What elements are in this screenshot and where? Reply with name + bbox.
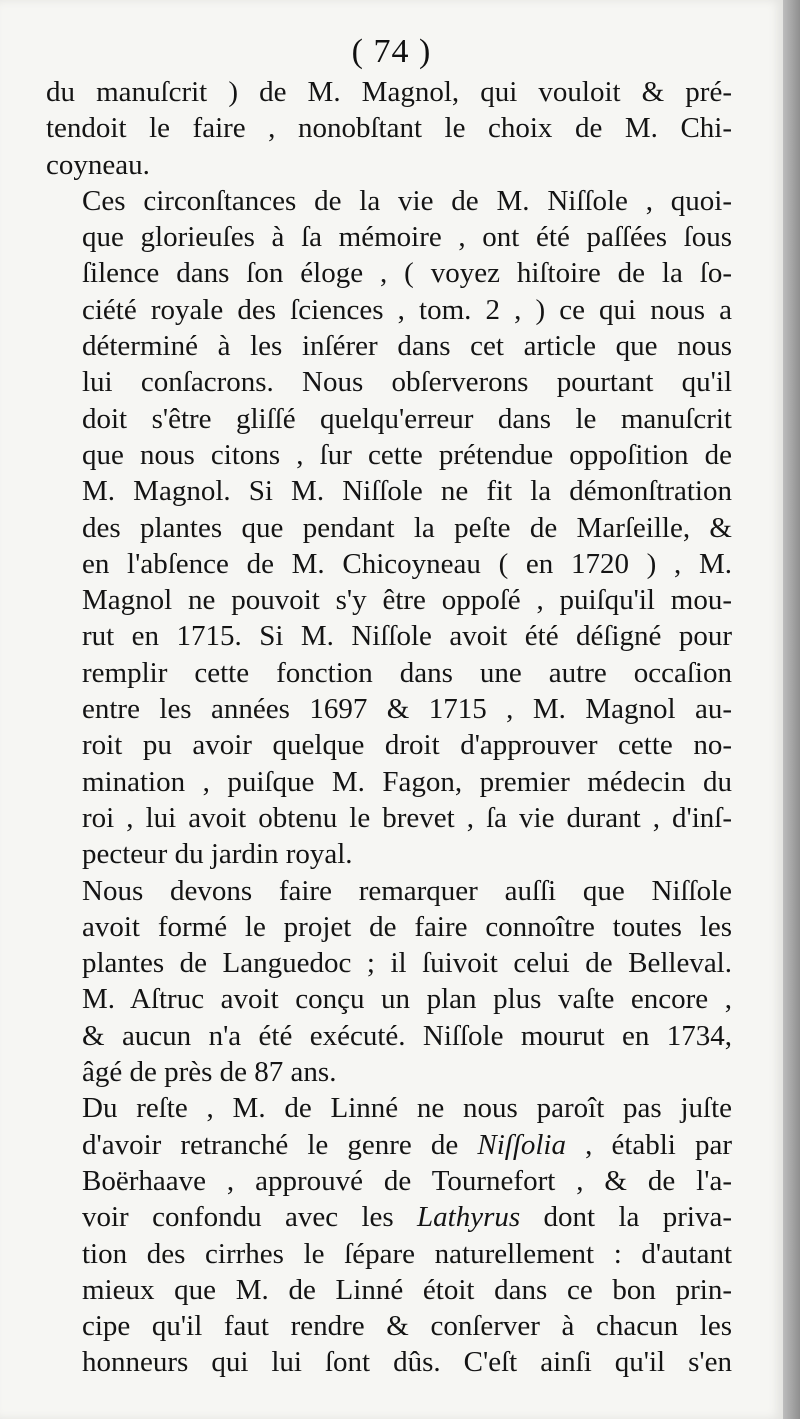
genus-name: Lathyrus: [417, 1201, 521, 1234]
genus-name: Niſſolia: [477, 1128, 566, 1161]
text-line: doit s'être gliſſé quelqu'erreur dans le manuſcrit: [82, 402, 732, 435]
paragraph-1: [46, 74, 732, 183]
text-line: pecteur du jardin royal.: [82, 838, 353, 871]
text-line: mination , puiſque M. Fagon, premier médecin du: [82, 765, 732, 798]
text-line: entre les années 1697 & 1715 , M. Magnol au-: [82, 693, 732, 726]
text-line: ſilence dans ſon éloge , ( voyez hiſtoire de la ſo-: [82, 257, 732, 290]
page-edge-shadow: [783, 0, 800, 1419]
text-line: voir confondu avec les Lathyrus dont la priva-: [82, 1201, 732, 1234]
text-line: âgé de près de 87 ans.: [82, 1056, 337, 1089]
text-line: M. Aſtruc avoit conçu un plan plus vaſte encore ,: [82, 983, 732, 1016]
page-body: [46, 74, 732, 1381]
text-line: Du reſte , M. de Linné ne nous paroît pas juſte: [82, 1092, 732, 1125]
text-line: que nous citons , ſur cette prétendue oppoſition de: [82, 438, 732, 471]
paragraph-2: [46, 183, 732, 873]
text-line: avoit formé le projet de faire connoître toutes les: [82, 910, 732, 943]
text-line: cipe qu'il faut rendre & conſerver à chacun les: [82, 1310, 732, 1343]
text-line: que glorieuſes à ſa mémoire , ont été paſſées ſous: [82, 221, 732, 254]
text-line: & aucun n'a été exécuté. Niſſole mourut en 1734,: [82, 1019, 732, 1052]
text-line: remplir cette fonction dans une autre occaſion: [82, 656, 732, 689]
text-line: plantes de Languedoc ; il ſuivoit celui de Belleval.: [82, 947, 732, 980]
text-line: des plantes que pendant la peſte de Marſeille, &: [82, 511, 732, 544]
text-line: coyneau.: [46, 148, 150, 181]
text-line: Ces circonſtances de la vie de M. Niſſole , quoi-: [82, 184, 732, 217]
text-line: du manuſcrit ) de M. Magnol, qui vouloit & pré-: [46, 76, 732, 108]
text-line: Magnol ne pouvoit s'y être oppoſé , puiſqu'il mou-: [82, 584, 732, 617]
text-line: d'avoir retranché le genre de Niſſolia , établi par: [82, 1128, 732, 1161]
text-line: roi , lui avoit obtenu le brevet , ſa vie durant , d'inſ-: [82, 801, 732, 834]
text-line: ciété royale des ſciences , tom. 2 , ) ce qui nous a: [82, 293, 732, 326]
page-number: ( 74 ): [351, 33, 432, 70]
paragraph-4: [46, 1090, 732, 1380]
text-line: lui conſacrons. Nous obſerverons pourtant qu'il: [82, 366, 732, 399]
text-line: déterminé à les inſérer dans cet article que nous: [82, 330, 732, 363]
text-line: Boërhaave , approuvé de Tournefort , & de l'a-: [82, 1164, 732, 1197]
text-line: tion des cirrhes le ſépare naturellement : d'autant: [82, 1237, 732, 1270]
paragraph-3: [46, 873, 732, 1091]
text-line: honneurs qui lui ſont dûs. C'eſt ainſi qu'il s'en: [82, 1346, 732, 1379]
text-line: en l'abſence de M. Chicoyneau ( en 1720 ) , M.: [82, 547, 732, 580]
text-line: M. Magnol. Si M. Niſſole ne fit la démonſtration: [82, 475, 732, 508]
text-line: roit pu avoir quelque droit d'approuver cette no-: [82, 729, 732, 762]
text-line: Nous devons faire remarquer auſſi que Niſſole: [82, 874, 732, 907]
text-line: tendoit le faire , nonobſtant le choix de M. Chi-: [46, 112, 732, 145]
text-line: mieux que M. de Linné étoit dans ce bon prin-: [82, 1273, 732, 1306]
text-line: rut en 1715. Si M. Niſſole avoit été déſigné pour: [82, 620, 732, 653]
